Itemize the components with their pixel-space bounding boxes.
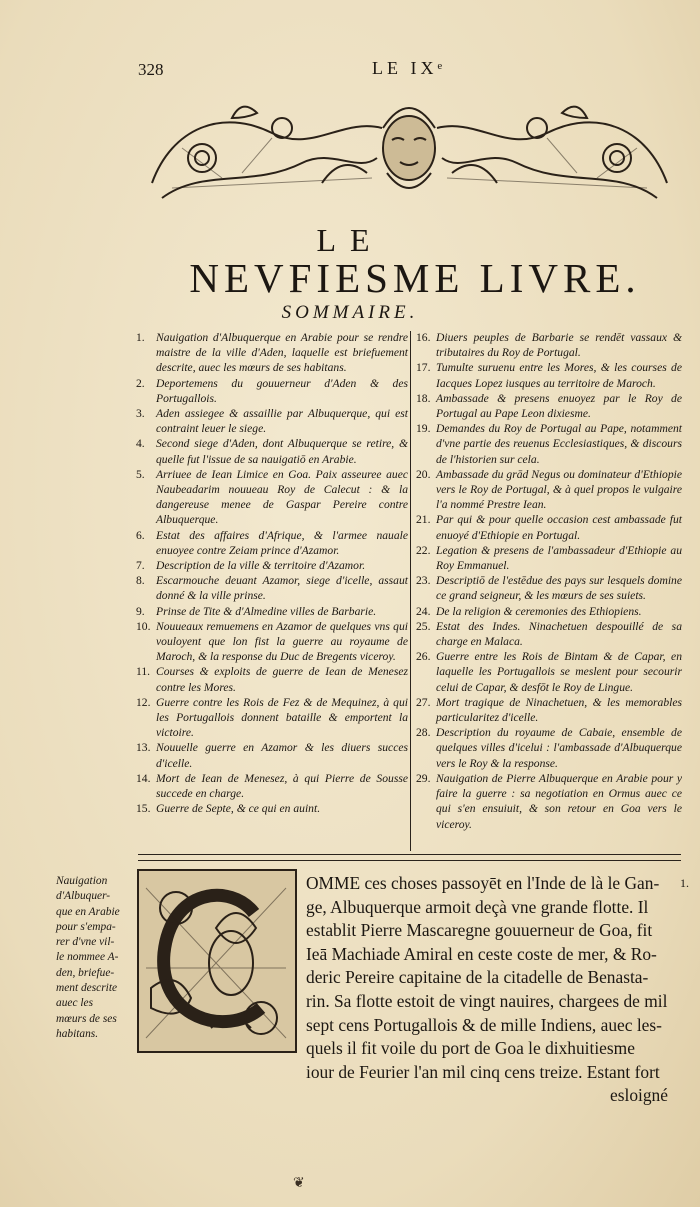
summary-item-text: Estat des affaires d'Afrique, & l'armee nauale enuoyee contre Zeiam prince d'Azamor.	[156, 528, 408, 557]
summary-item-text: Nouueaux remuemens en Azamor de quelques vns qui vouloyent que lon fist la guerre au royaume de Maroch, & la response du Duc de Bregents viceroy.	[156, 619, 408, 664]
summary-item-number: 13.	[136, 741, 151, 755]
summary-item-number: 18.	[416, 391, 431, 405]
summary-heading: SOMMAIRE.	[281, 302, 419, 323]
decorated-initial-icon	[136, 868, 298, 1054]
summary-item	[416, 360, 682, 390]
summary-column-left	[136, 330, 408, 817]
horizontal-rule	[138, 860, 681, 861]
summary-item-number: 17.	[416, 361, 431, 375]
summary-item-text: Tumulte suruenu entre les Mores, & les courses de Iacques Lopez iusques au territoire de Maroch.	[436, 361, 682, 390]
summary-item-text: Guerre de Septe, & ce qui en auint.	[156, 802, 321, 816]
horizontal-rule	[138, 854, 681, 855]
summary-item	[416, 330, 682, 360]
summary-item-text: Ambassade du grād Negus ou dominateur d'Ethiopie vers le Roy de Portugal, & à quel propos le vulgaire l'a nommé Prestre Iean.	[436, 467, 682, 512]
marginal-note-line: pour s'empa-	[56, 920, 116, 933]
summary-item-number: 12.	[136, 695, 151, 709]
summary-item-number: 9.	[136, 604, 145, 618]
summary-item	[136, 558, 408, 573]
summary-item-number: 11.	[136, 665, 151, 679]
summary-item	[416, 543, 682, 573]
summary-item-number: 7.	[136, 559, 145, 573]
summary-item-number: 3.	[136, 407, 145, 421]
summary-item	[416, 771, 682, 832]
summary-item-text: Description du royaume de Cabaie, ensemble de quelques villes d'icelui : l'ambassade d'Albuquerque vers le Roy & la response.	[436, 726, 682, 770]
body-text-line: establit Pierre Mascaregne gouuerneur de Goa, fit	[306, 920, 653, 941]
summary-item-number: 8.	[136, 574, 145, 588]
summary-item-text: De la religion & ceremonies des Ethiopiens.	[436, 604, 642, 618]
summary-item-number: 4.	[136, 437, 145, 451]
summary-item	[136, 771, 408, 801]
marginal-note-line: rer d'vne vil-	[56, 936, 115, 949]
summary-item	[136, 695, 408, 741]
page-number: 328	[138, 60, 164, 79]
summary-item-number: 15.	[136, 802, 151, 816]
book-title-article: LE	[316, 222, 384, 258]
summary-item-text: Demandes du Roy de Portugal au Pape, notamment d'vne partie des reuenus Ecclesiastiques, & discours de l'historien sur cela.	[436, 422, 682, 466]
marginal-note-line: le nommee A-	[56, 951, 119, 964]
marginal-note	[56, 874, 136, 1042]
summary-item-number: 27.	[416, 695, 431, 709]
margin-number: 1.	[680, 876, 689, 890]
summary-item	[136, 573, 408, 603]
summary-item	[136, 740, 408, 770]
summary-item	[416, 573, 682, 603]
summary-item-number: 23.	[416, 574, 431, 588]
summary-item-text: Ambassade & presens enuoyez par le Roy de Portugal au Pape Leon dixiesme.	[436, 391, 682, 421]
book-title: NEVFIESME LIVRE.	[189, 255, 641, 301]
summary-item	[136, 528, 408, 558]
marginal-note-line: auec les	[56, 997, 94, 1010]
summary-item	[416, 619, 682, 649]
summary-item-text: Nauigation d'Albuquerque en Arabie pour se rendre maistre de la ville d'Aden, laquelle est briefuement descrite, auec les mœurs de ses habitans.	[156, 331, 408, 375]
summary-item-text: Mort de Iean de Menesez, à qui Pierre de Sousse succede en charge.	[156, 771, 408, 801]
summary-item-text: Descriptiō de l'estēdue des pays sur lesquels domine ce grand seigneur, & les mœurs de ses suiets.	[436, 574, 682, 603]
summary-item-number: 14.	[136, 771, 151, 785]
summary-item-number: 24.	[416, 604, 431, 618]
marginal-note-line: d'Albuquer-	[56, 890, 111, 903]
body-text-line: deric Pereire capitaine de la citadelle de Benasta-	[306, 967, 649, 988]
body-text	[306, 872, 676, 1084]
summary-item	[416, 467, 682, 513]
summary-item	[136, 664, 408, 694]
summary-item-text: Arriuee de Iean Limice en Goa. Paix asseuree auec Naubeadarim nouueau Roy de Calecut : & la dangereuse menee de Gaspar Pereire contre Albuquerque.	[156, 467, 408, 527]
summary-item-number: 2.	[136, 376, 145, 390]
summary-item	[416, 649, 682, 695]
body-text-line: rin. Sa flotte estoit de vingt nauires, chargees de mil	[306, 990, 668, 1011]
marginal-note-line: den, briefue-	[56, 966, 115, 979]
running-head: LE IXᵉ	[372, 58, 447, 78]
summary-column-right	[416, 330, 682, 832]
body-text-line: iour de Feurier l'an mil cinq cens treize. Estant fort	[306, 1061, 660, 1082]
column-divider	[410, 331, 411, 851]
summary-item-text: Prinse de Tite & d'Almedine villes de Barbarie.	[156, 604, 377, 618]
marginal-note-line: mœurs de ses	[56, 1012, 117, 1025]
summary-item	[136, 376, 408, 406]
summary-item-text: Second siege d'Aden, dont Albuquerque se retire, & quelle fut l'issue de sa nauigatiō en Arabie.	[156, 437, 408, 466]
summary-item-number: 25.	[416, 619, 431, 633]
summary-item-number: 22.	[416, 543, 431, 557]
fleuron-icon: ❦	[293, 1176, 305, 1191]
body-text-line: quels il fit voile du port de Goa le dixhuitiesme	[306, 1038, 635, 1059]
summary-item-number: 26.	[416, 650, 431, 664]
summary-item-number: 5.	[136, 467, 145, 481]
summary-item-text: Nouuelle guerre en Azamor & les diuers succes d'icelle.	[156, 741, 408, 770]
marginal-note-line: que en Arabie	[56, 905, 120, 918]
summary-item	[416, 695, 682, 725]
summary-item-number: 29.	[416, 771, 431, 785]
summary-item-text: Deportemens du gouuerneur d'Aden & des Portugallois.	[156, 376, 408, 405]
summary-item	[136, 406, 408, 436]
summary-item-text: Par qui & pour quelle occasion cest ambassade fut enuoyé d'Ethiopie en Portugal.	[436, 513, 682, 542]
summary-item-text: Nauigation de Pierre Albuquerque en Arabie pour y faire la guerre : sa negotiation en Ormus auec ce qui s'en ensuiuit, & son retour en Goa vers le viceroy.	[436, 771, 682, 831]
summary-item-number: 21.	[416, 513, 431, 527]
summary-item-text: Guerre contre les Rois de Fez & de Mequinez, à qui les Portugallois donnent bataille & emportent la victoire.	[156, 695, 408, 740]
marginal-note-line: Nauigation	[56, 875, 108, 887]
body-text-line: Ieā Machiade Amiral en ceste coste de mer, & Ro-	[306, 943, 657, 964]
summary-item	[416, 391, 682, 421]
body-text-line: ge, Albuquerque armoit deçà vne grande flotte. Il	[306, 896, 649, 917]
summary-item	[416, 512, 682, 542]
summary-item-text: Courses & exploits de guerre de Iean de Menesez contre les Mores.	[156, 665, 408, 694]
ornamental-headpiece-icon	[142, 88, 677, 208]
summary-item-number: 10.	[136, 619, 151, 633]
summary-item-text: Legation & presens de l'ambassadeur d'Ethiopie au Roy Emmanuel.	[436, 543, 682, 573]
summary-item-number: 1.	[136, 331, 145, 344]
summary-item	[136, 619, 408, 665]
summary-item	[136, 467, 408, 528]
summary-item-number: 6.	[136, 528, 145, 542]
summary-item-number: 20.	[416, 467, 431, 481]
summary-item-text: Aden assiegee & assaillie par Albuquerque, qui est contraint leuer le siege.	[156, 407, 408, 436]
summary-item	[136, 330, 408, 376]
summary-item-number: 28.	[416, 726, 431, 740]
summary-item-text: Description de la ville & territoire d'Azamor.	[156, 559, 366, 573]
summary-item-number: 19.	[416, 422, 431, 436]
summary-item	[416, 421, 682, 467]
marginal-note-line: habitans.	[56, 1027, 99, 1040]
summary-item-text: Mort tragique de Ninachetuen, & les memorables particularitez d'icelle.	[436, 695, 682, 725]
catchword: esloigné	[610, 1085, 668, 1105]
summary-item-text: Guerre entre les Rois de Bintam & de Capar, en laquelle les Portugallois se meslent pour secourir celui de Capar, & desfōt le Roy de Lingue.	[436, 650, 682, 694]
summary-item-text: Escarmouche deuant Azamor, siege d'icelle, assaut donné & la ville prinse.	[156, 574, 408, 603]
body-text-line: OMME ces choses passoyēt en l'Inde de là le Gan-	[306, 873, 660, 893]
summary-item-text: Estat des Indes. Ninachetuen despouillé de sa charge en Malaca.	[436, 619, 682, 649]
body-text-line: sept cens Portugallois & de mille Indiens, auec les-	[306, 1014, 662, 1035]
summary-item-number: 16.	[416, 331, 431, 344]
marginal-note-line: ment descrite	[56, 982, 118, 995]
summary-item	[136, 436, 408, 466]
summary-item	[416, 725, 682, 771]
summary-item	[136, 604, 408, 619]
summary-item-text: Diuers peuples de Barbarie se rendēt vassaux & tributaires du Roy de Portugal.	[436, 331, 682, 360]
summary-item	[136, 801, 408, 816]
summary-item	[416, 604, 682, 619]
